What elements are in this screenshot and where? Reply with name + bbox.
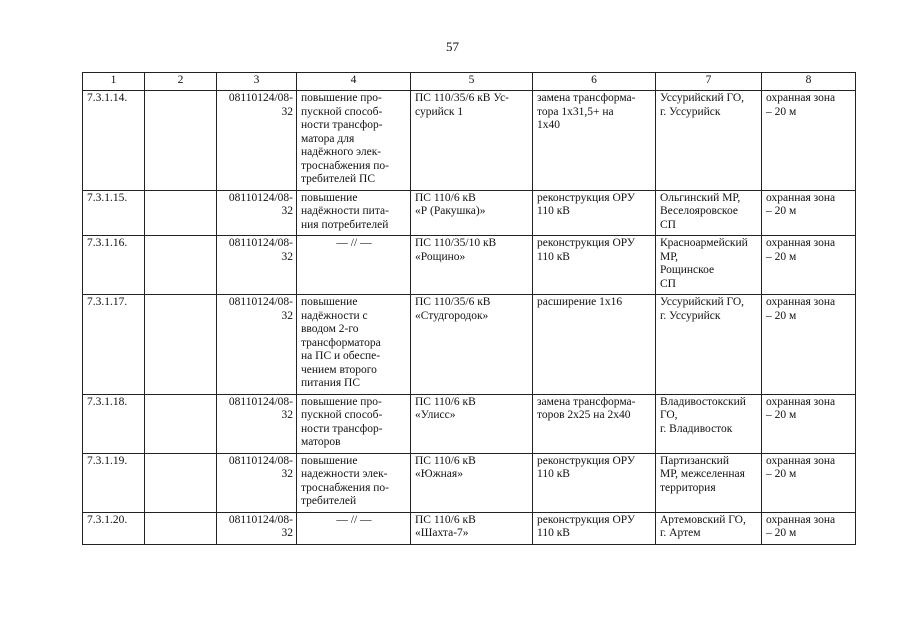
table-row (83, 512, 856, 544)
row-object: ПС 110/35/6 кВ Ус- сурийск 1 (411, 91, 533, 191)
row-work: замена трансформа- тора 1х31,5+ на 1х40 (533, 91, 656, 191)
row-location: Артемовский ГО, г. Артем (656, 512, 762, 544)
row-zone: охранная зона – 20 м (762, 512, 856, 544)
row-code: 08110124/08- 32 (217, 512, 297, 544)
row-code: 08110124/08- 32 (217, 190, 297, 236)
row-id: 7.3.1.16. (83, 236, 145, 295)
row-purpose: повышение про- пускной способ- ности трансфор- маторов (297, 394, 411, 453)
row-purpose-ditto: — // — (297, 512, 411, 544)
header-col-2: 2 (145, 73, 217, 91)
table-row (83, 91, 856, 191)
row-work: замена трансформа- торов 2х25 на 2х40 (533, 394, 656, 453)
row-zone: охранная зона – 20 м (762, 295, 856, 395)
row-zone: охранная зона – 20 м (762, 236, 856, 295)
header-col-5: 5 (411, 73, 533, 91)
row-work: реконструкция ОРУ 110 кВ (533, 453, 656, 512)
row-id: 7.3.1.14. (83, 91, 145, 191)
row-work: реконструкция ОРУ 110 кВ (533, 190, 656, 236)
row-zone: охранная зона – 20 м (762, 190, 856, 236)
row-purpose: повышение про- пускной способ- ности трансфор- матора для надёжного элек- троснабжения по- требителей ПС (297, 91, 411, 191)
table-row (83, 394, 856, 453)
row-col2 (145, 236, 217, 295)
table-row (83, 295, 856, 395)
row-object: ПС 110/6 кВ «Р (Ракушка)» (411, 190, 533, 236)
row-object: ПС 110/35/6 кВ «Студгородок» (411, 295, 533, 395)
row-object: ПС 110/6 кВ «Шахта-7» (411, 512, 533, 544)
row-purpose: повышение надёжности с вводом 2-го трансформатора на ПС и обеспе- чением второго питания ПС (297, 295, 411, 395)
header-col-8: 8 (762, 73, 856, 91)
row-work: реконструкция ОРУ 110 кВ (533, 236, 656, 295)
row-object: ПС 110/6 кВ «Улисс» (411, 394, 533, 453)
row-location: Партизанский МР, межселенная территория (656, 453, 762, 512)
table-row (83, 453, 856, 512)
row-col2 (145, 91, 217, 191)
row-location: Ольгинский МР, Веселояровское СП (656, 190, 762, 236)
row-work: реконструкция ОРУ 110 кВ (533, 512, 656, 544)
header-col-6: 6 (533, 73, 656, 91)
row-zone: охранная зона – 20 м (762, 91, 856, 191)
row-zone: охранная зона – 20 м (762, 394, 856, 453)
row-location: Уссурийский ГО, г. Уссурийск (656, 91, 762, 191)
row-code: 08110124/08- 32 (217, 295, 297, 395)
row-col2 (145, 190, 217, 236)
objects-table (82, 72, 856, 545)
row-id: 7.3.1.18. (83, 394, 145, 453)
row-purpose: повышение надёжности пита- ния потребителей (297, 190, 411, 236)
row-purpose-ditto: — // — (297, 236, 411, 295)
row-location: Красноармейский МР, Рощинское СП (656, 236, 762, 295)
header-col-7: 7 (656, 73, 762, 91)
row-col2 (145, 394, 217, 453)
header-col-3: 3 (217, 73, 297, 91)
row-purpose: повышение надежности элек- троснабжения по- требителей (297, 453, 411, 512)
row-object: ПС 110/6 кВ «Южная» (411, 453, 533, 512)
row-code: 08110124/08- 32 (217, 236, 297, 295)
row-col2 (145, 453, 217, 512)
row-zone: охранная зона – 20 м (762, 453, 856, 512)
row-code: 08110124/08- 32 (217, 394, 297, 453)
page-number: 57 (446, 39, 459, 54)
header-col-4: 4 (297, 73, 411, 91)
row-id: 7.3.1.17. (83, 295, 145, 395)
row-work: расширение 1х16 (533, 295, 656, 395)
table-row (83, 190, 856, 236)
row-code: 08110124/08- 32 (217, 453, 297, 512)
row-location: Владивостокский ГО, г. Владивосток (656, 394, 762, 453)
row-col2 (145, 512, 217, 544)
row-code: 08110124/08- 32 (217, 91, 297, 191)
row-col2 (145, 295, 217, 395)
table-row (83, 236, 856, 295)
row-id: 7.3.1.15. (83, 190, 145, 236)
header-col-1: 1 (83, 73, 145, 91)
row-object: ПС 110/35/10 кВ «Рощино» (411, 236, 533, 295)
header-row (83, 73, 856, 91)
row-id: 7.3.1.19. (83, 453, 145, 512)
row-location: Уссурийский ГО, г. Уссурийск (656, 295, 762, 395)
row-id: 7.3.1.20. (83, 512, 145, 544)
